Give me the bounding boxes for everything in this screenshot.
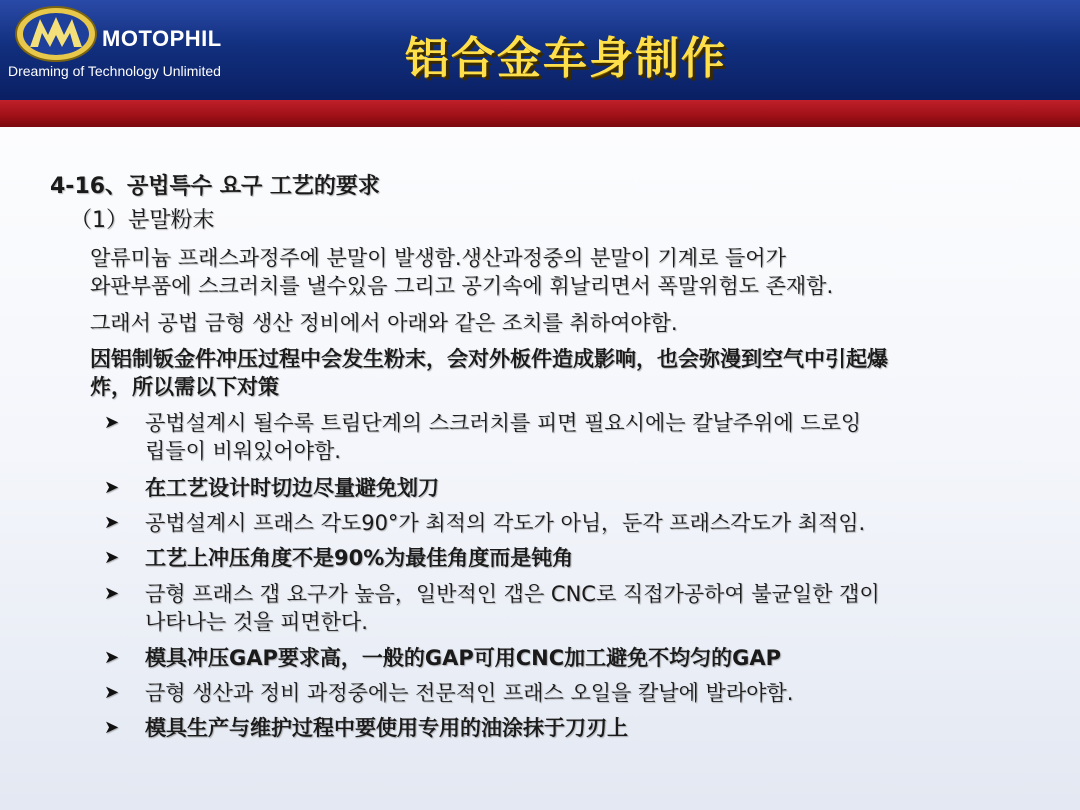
- paragraph-line: 因铝制钣金件冲压过程中会发生粉末，会对外板件造成影响，也会弥漫到空气中引起爆: [90, 347, 888, 371]
- bullet-text: 나타나는 것을 피면한다.: [145, 610, 368, 634]
- bullet-text: 공법설계시 될수록 트림단계의 스크러치를 피면 필요시에는 칼날주위에 드로잉: [145, 411, 862, 435]
- bullet-text: 在工艺设计时切边尽量避免划刀: [145, 476, 439, 500]
- arrow-bullet-icon: ➤: [104, 647, 120, 668]
- bullet-text: 금형 생산과 정비 과정중에는 전문적인 프래스 오일을 칼날에 발라야함.: [145, 681, 794, 705]
- paragraph-line: 와판부품에 스크러치를 낼수있음 그리고 공기속에 휘날리면서 폭말위험도 존재함.: [90, 274, 834, 298]
- arrow-bullet-icon: ➤: [104, 682, 120, 703]
- arrow-bullet-icon: ➤: [104, 717, 120, 738]
- bullet-text: 금형 프래스 갭 요구가 높음，일반적인 갭은 CNC로 직접가공하여 불균일한 갭이: [145, 582, 880, 606]
- paragraph-line: 알류미늄 프래스과정주에 분말이 발생함.생산과정중의 분말이 기계로 들어가: [90, 246, 786, 270]
- bullet-text: 模具冲压GAP要求高，一般的GAP可用CNC加工避免不均匀的GAP: [145, 646, 782, 670]
- arrow-bullet-icon: ➤: [104, 583, 120, 604]
- bullet-text: 공법설계시 프래스 각도90°가 최적의 각도가 아님，둔각 프래스각도가 최적임.: [145, 511, 866, 535]
- bullet-text: 립들이 비워있어야함.: [145, 439, 341, 463]
- brand-name: MOTOPHIL: [102, 26, 222, 51]
- bullet-text: 模具生产与维护过程中要使用专用的油涂抹于刀刃上: [145, 716, 628, 740]
- arrow-bullet-icon: ➤: [104, 512, 120, 533]
- arrow-bullet-icon: ➤: [104, 412, 120, 433]
- brand-tagline: Dreaming of Technology Unlimited: [8, 63, 221, 79]
- subsection-heading: （1）분말粉末: [70, 208, 215, 233]
- page-title: 铝合金车身制作: [405, 33, 727, 84]
- paragraph-line: 그래서 공법 금형 생산 정비에서 아래와 같은 조치를 취하여야함.: [90, 311, 678, 335]
- bullet-text: 工艺上冲压角度不是90%为最佳角度而是钝角: [145, 546, 574, 570]
- arrow-bullet-icon: ➤: [104, 547, 120, 568]
- section-heading: 4-16、공법특수 요구 工艺的要求: [50, 174, 380, 199]
- arrow-bullet-icon: ➤: [104, 477, 120, 498]
- paragraph-line: 炸，所以需以下对策: [90, 375, 279, 399]
